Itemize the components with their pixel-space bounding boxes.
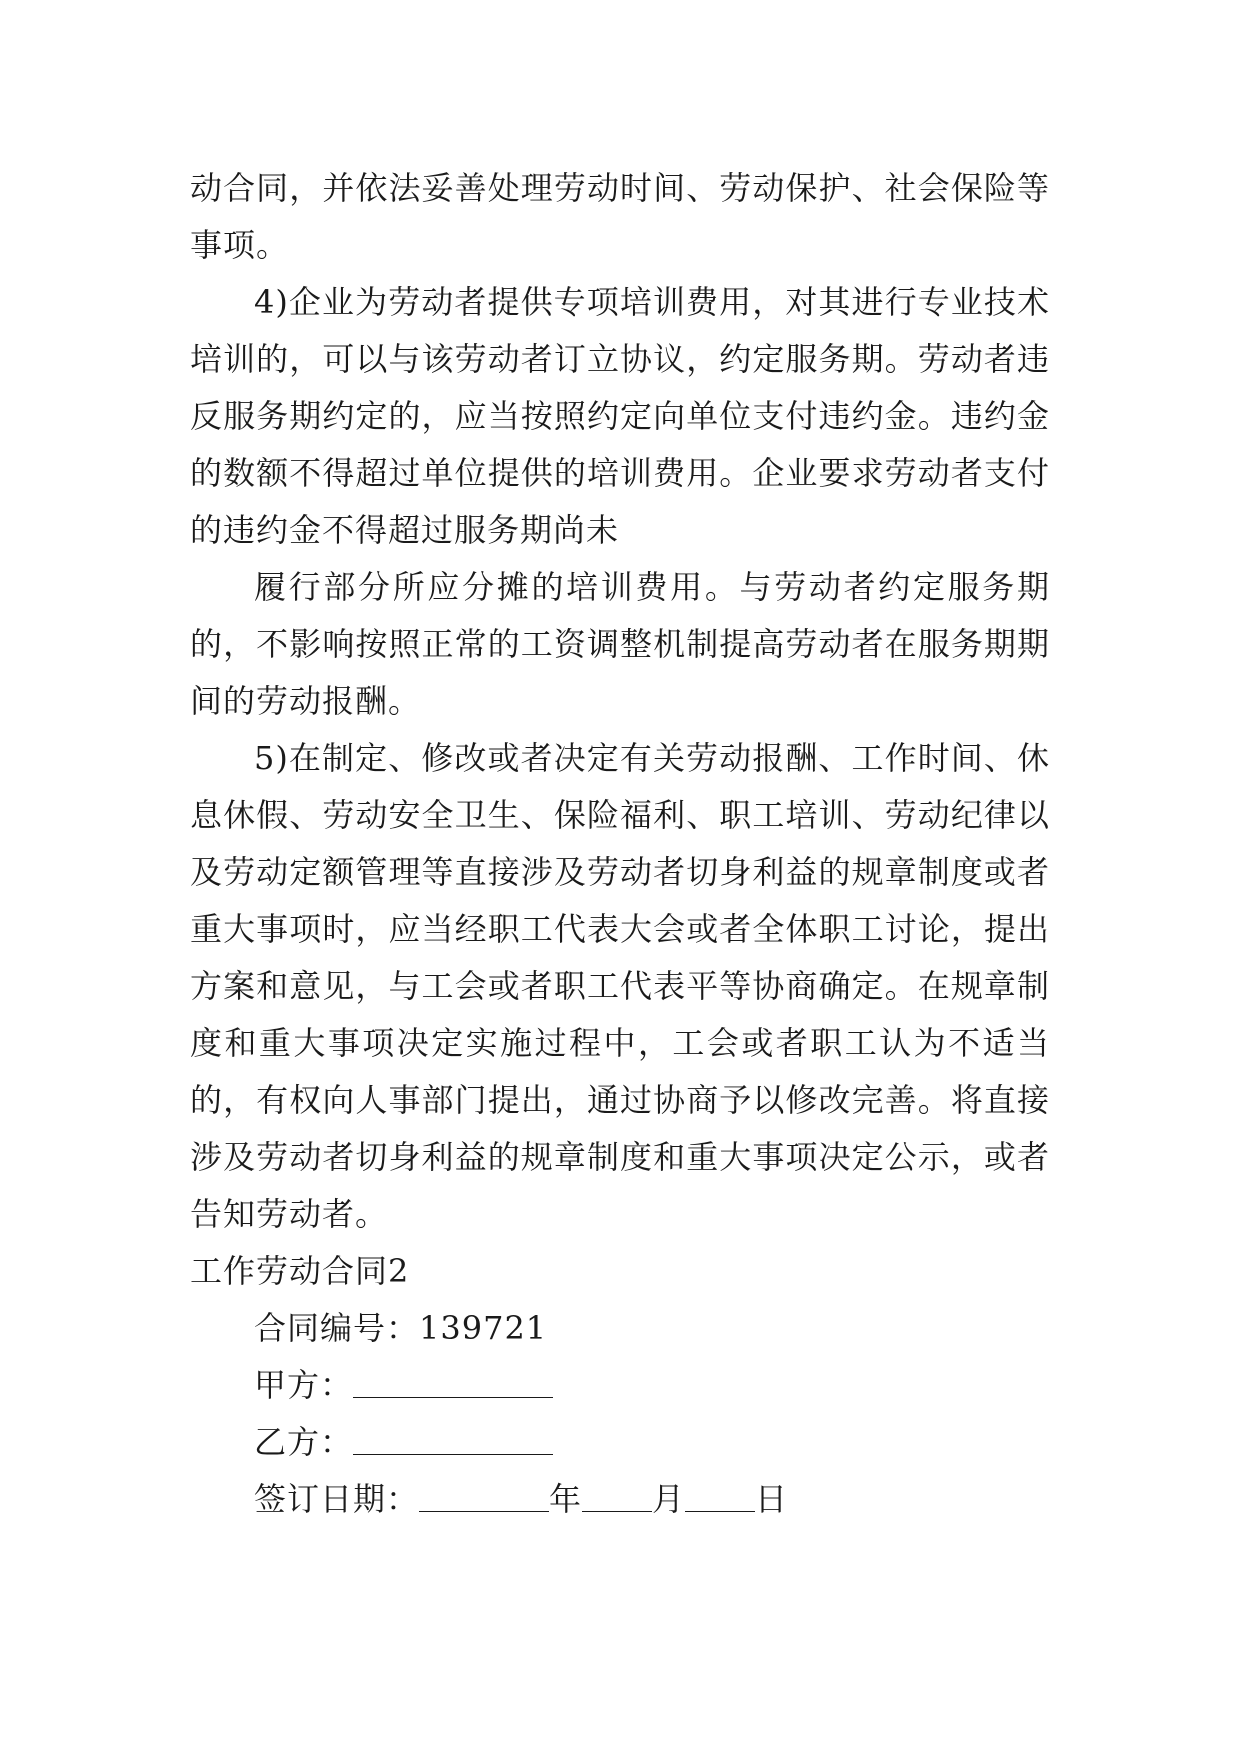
paragraph-item-4: 4)企业为劳动者提供专项培训费用，对其进行专业技术培训的，可以与该劳动者订立协议，约定服务期。劳动者违反服务期约定的，应当按照约定向单位支付违约金。违约金的数额不得超过单位提供的培训费用。企业要求劳动者支付的违约金不得超过服务期尚未 [190,283,1050,549]
party-a-line [190,1357,1050,1414]
contract-number [190,1300,1050,1357]
contract-number-label: 合同编号：139721 [254,1309,548,1347]
party-a-blank [353,1367,553,1398]
document-page [190,160,1050,1528]
day-blank [685,1481,755,1512]
sign-date-line [190,1471,1050,1528]
paragraph-continuation: 动合同，并依法妥善处理劳动时间、劳动保护、社会保险等事项。 [190,169,1050,264]
month-label: 月 [652,1480,686,1518]
sign-date-label: 签订日期： [254,1480,420,1518]
day-label: 日 [755,1480,789,1518]
party-b-line [190,1414,1050,1471]
month-blank [582,1481,652,1512]
paragraph-item-5: 5)在制定、修改或者决定有关劳动报酬、工作时间、休息休假、劳动安全卫生、保险福利、职工培训、劳动纪律以及劳动定额管理等直接涉及劳动者切身利益的规章制度或者重大事项时，应当经职工代表大会或者全体职工讨论，提出方案和意见，与工会或者职工代表平等协商确定。在规章制度和重大事项决定实施过程中，工会或者职工认为不适当的，有权向人事部门提出，通过协商予以修改完善。将直接涉及劳动者切身利益的规章制度和重大事项决定公示，或者告知劳动者。 [190,739,1050,1233]
year-blank [419,1481,549,1512]
party-b-blank [353,1424,553,1455]
year-label: 年 [549,1480,583,1518]
party-b-label: 乙方： [254,1423,354,1461]
party-a-label: 甲方： [254,1366,354,1404]
section-title: 工作劳动合同2 [190,1252,410,1290]
paragraph-item-4-continued: 履行部分所应分摊的培训费用。与劳动者约定服务期的，不影响按照正常的工资调整机制提高劳动者在服务期期间的劳动报酬。 [190,568,1050,720]
